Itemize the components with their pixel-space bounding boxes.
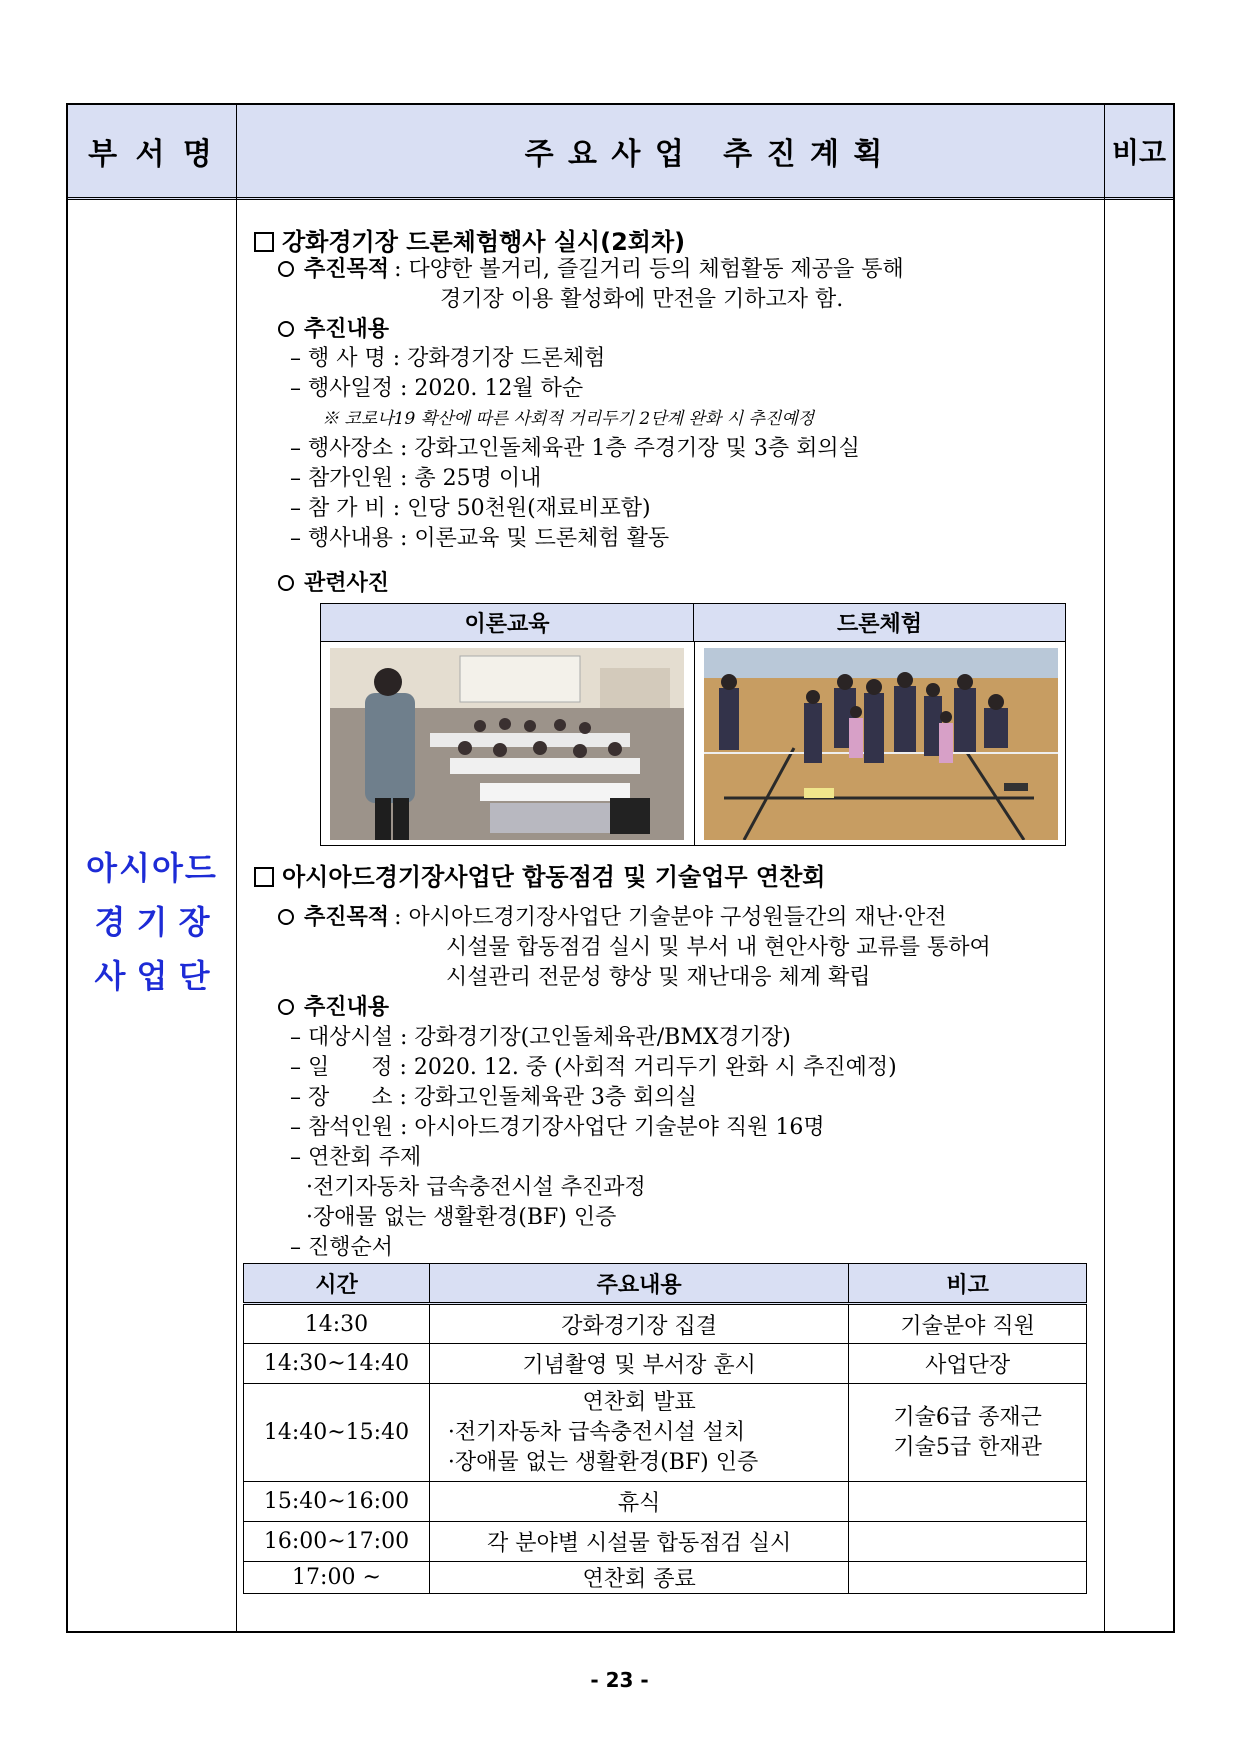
circle-bullet-icon [278,999,294,1015]
department-name [68,841,236,1003]
table-row [244,1344,1087,1384]
photo-left-title: 이론교육 [321,604,694,642]
circle-bullet-icon [278,575,294,591]
content-label-text: 추진내용 [304,317,390,342]
purpose-label: 추진목적 [304,905,390,930]
circle-bullet-icon [278,909,294,925]
list-item: ·장애물 없는 생활환경(BF) 인증 [306,1205,617,1230]
purpose-label: 추진목적 [304,257,390,282]
time-cell: 17:00 ~ [244,1562,430,1594]
photo-label-text: 관련사진 [304,571,390,596]
note-text: ※ 코로나19 확산에 따른 사회적 거리두기 2단계 완화 시 추진예정 [322,409,815,429]
remark-cell [849,1522,1087,1562]
list-item: – 일 정 : 2020. 12. 중 (사회적 거리두기 완화 시 추진예정) [290,1055,897,1080]
list-item: – 행사내용 : 이론교육 및 드론체험 활동 [290,526,670,551]
header-remark: 비고 [1111,136,1167,169]
department-line: 사 업 단 [94,957,210,995]
content-cell: 기념촬영 및 부서장 훈시 [429,1344,848,1384]
circle-bullet-icon [278,321,294,337]
remark-cell [849,1482,1087,1522]
list-item: – 참석인원 : 아시아드경기장사업단 기술분야 직원 16명 [290,1115,825,1140]
remark-line: 기술5급 한재관 [893,1434,1042,1460]
time-cell: 14:40~15:40 [244,1384,430,1482]
schedule-table [243,1263,1087,1594]
content-cell: 휴식 [429,1482,848,1522]
checkbox-icon [254,232,274,252]
table-row [244,1384,1087,1482]
list-item: – 연찬회 주제 [290,1145,422,1170]
list-item: – 행사장소 : 강화고인돌체육관 1층 주경기장 및 3층 회의실 [290,436,860,461]
table-header [68,105,1173,200]
column-header: 비고 [849,1264,1087,1304]
header-plan: 주 요 사 업 추 진 계 획 [524,137,885,172]
table-row [244,1304,1087,1344]
section1-content-label [278,312,389,343]
purpose-text-cont: 경기장 이용 활성화에 만전을 기하고자 함. [440,287,844,312]
section1-title-text: 강화경기장 드론체험행사 실시(2회차) [282,228,686,256]
list-item: ·전기자동차 급속충전시설 추진과정 [306,1175,646,1200]
header-dept: 부 서 명 [88,137,216,172]
drone-photo [704,648,1058,840]
remark-line: 기술6급 종재근 [893,1404,1042,1430]
content-line: ·장애물 없는 생활환경(BF) 인증 [447,1449,759,1475]
list-item: – 참 가 비 : 인당 50천원(재료비포함) [290,496,651,521]
page-number: - 23 - [590,1668,649,1692]
time-cell: 16:00~17:00 [244,1522,430,1562]
table-row [244,1482,1087,1522]
section2-purpose [278,900,947,931]
list-item: – 행사일정 : 2020. 12월 하순 [290,376,584,401]
remark-cell [849,1562,1087,1594]
purpose-text-cont: 시설물 합동점검 실시 및 부서 내 현안사항 교류를 통하여 [446,935,991,960]
content-cell: 연찬회 종료 [429,1562,848,1594]
checkbox-icon [254,867,274,887]
section2-title-text: 아시아드경기장사업단 합동점검 및 기술업무 연찬회 [282,863,826,891]
content-cell: 각 분야별 시설물 합동점검 실시 [429,1522,848,1562]
section2-title [254,857,825,892]
list-item: – 행 사 명 : 강화경기장 드론체험 [290,346,606,371]
purpose-text: : 아시아드경기장사업단 기술분야 구성원들간의 재난·안전 [394,905,947,930]
content-line: 연찬회 발표 [582,1389,696,1415]
remark-cell: 기술분야 직원 [849,1304,1087,1344]
lecture-photo [330,648,684,840]
list-item: – 참가인원 : 총 25명 이내 [290,466,542,491]
column-divider [236,105,237,1631]
content-label-text: 추진내용 [304,995,390,1020]
department-line: 아시아드 [86,849,218,887]
photo-label [278,566,389,597]
purpose-text-cont: 시설관리 전문성 향상 및 재난대응 체계 확립 [446,965,871,990]
remark-cell [849,1384,1087,1482]
list-item: – 장 소 : 강화고인돌체육관 3층 회의실 [290,1085,697,1110]
section1-purpose [278,252,904,283]
time-cell: 14:30~14:40 [244,1344,430,1384]
circle-bullet-icon [278,261,294,277]
table-row [244,1562,1087,1594]
list-item: – 대상시설 : 강화경기장(고인돌체육관/BMX경기장) [290,1025,791,1050]
remark-cell: 사업단장 [849,1344,1087,1384]
table-row [244,1522,1087,1562]
content-cell: 강화경기장 집결 [429,1304,848,1344]
column-header: 시간 [244,1264,430,1304]
content-line: ·전기자동차 급속충전시설 설치 [447,1419,746,1445]
section2-content-label [278,990,389,1021]
department-line: 경 기 장 [94,903,210,941]
time-cell: 15:40~16:00 [244,1482,430,1522]
purpose-text: : 다양한 볼거리, 즐길거리 등의 체험활동 제공을 통해 [394,257,904,282]
column-header: 주요내용 [429,1264,848,1304]
table-header-row [244,1264,1087,1304]
column-divider [694,642,695,845]
time-cell: 14:30 [244,1304,430,1344]
column-divider [1104,105,1105,1631]
photo-right-title: 드론체험 [694,604,1065,642]
content-cell [429,1384,848,1482]
photo-table [320,603,1066,846]
list-item: – 진행순서 [290,1235,394,1260]
